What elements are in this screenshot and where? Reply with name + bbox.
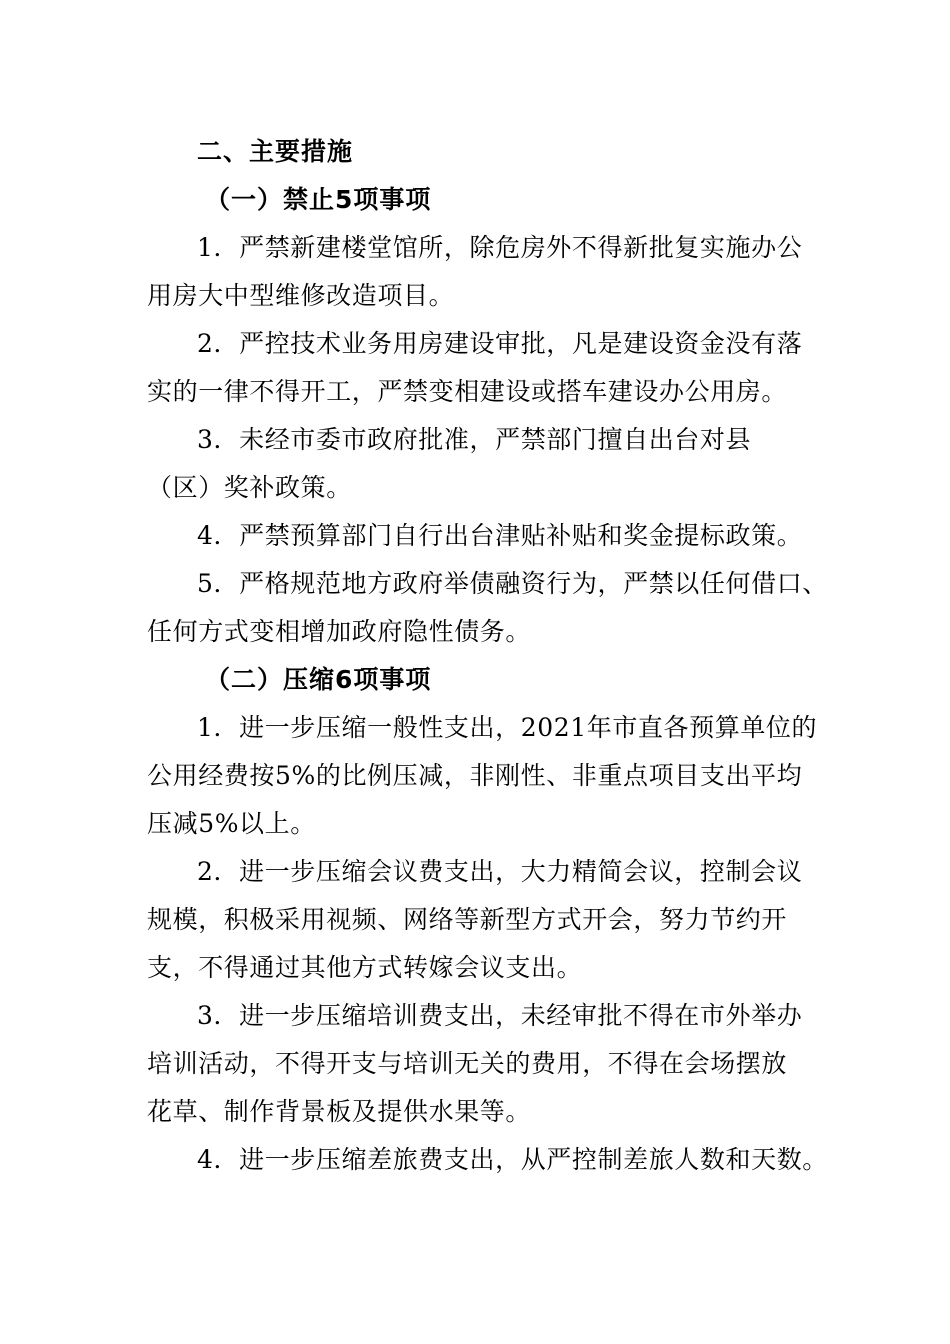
- paragraph-line: 3．进一步压缩培训费支出，未经审批不得在市外举办: [197, 1001, 803, 1030]
- paragraph-line: 规模，积极采用视频、网络等新型方式开会，努力节约开: [147, 905, 788, 934]
- section-title: 二、主要措施: [197, 137, 354, 166]
- paragraph-line: 2．严控技术业务用房建设审批，凡是建设资金没有落: [197, 329, 803, 358]
- paragraph-line: 培训活动，不得开支与培训无关的费用，不得在会场摆放: [147, 1049, 788, 1078]
- paragraph-line: 2．进一步压缩会议费支出，大力精简会议，控制会议: [197, 857, 803, 886]
- subsection-title-2: （二）压缩6项事项: [205, 665, 432, 694]
- paragraph-line: 花草、制作背景板及提供水果等。: [147, 1097, 532, 1126]
- paragraph-line: 公用经费按5%的比例压减，非刚性、非重点项目支出平均: [147, 761, 803, 790]
- paragraph-line: 任何方式变相增加政府隐性债务。: [147, 617, 532, 646]
- subsection-title-1: （一）禁止5项事项: [205, 185, 432, 214]
- paragraph-line: 1．进一步压缩一般性支出，2021年市直各预算单位的: [197, 713, 818, 742]
- paragraph-line: 压减5%以上。: [147, 809, 316, 838]
- paragraph-line: 实的一律不得开工，严禁变相建设或搭车建设办公用房。: [147, 377, 788, 406]
- paragraph-line: 1．严禁新建楼堂馆所，除危房外不得新批复实施办公: [197, 233, 803, 262]
- paragraph-line: （区）奖补政策。: [147, 473, 352, 502]
- paragraph-line: 3．未经市委市政府批准，严禁部门擅自出台对县: [197, 425, 752, 454]
- document-body: [147, 128, 828, 1184]
- paragraph-line: 4．严禁预算部门自行出台津贴补贴和奖金提标政策。: [197, 521, 803, 550]
- paragraph-line: 支，不得通过其他方式转嫁会议支出。: [147, 953, 583, 982]
- paragraph-line: 4．进一步压缩差旅费支出，从严控制差旅人数和天数。: [197, 1145, 828, 1174]
- paragraph-line: 用房大中型维修改造项目。: [147, 281, 455, 310]
- paragraph-line: 5．严格规范地方政府举债融资行为，严禁以任何借口、: [197, 569, 828, 598]
